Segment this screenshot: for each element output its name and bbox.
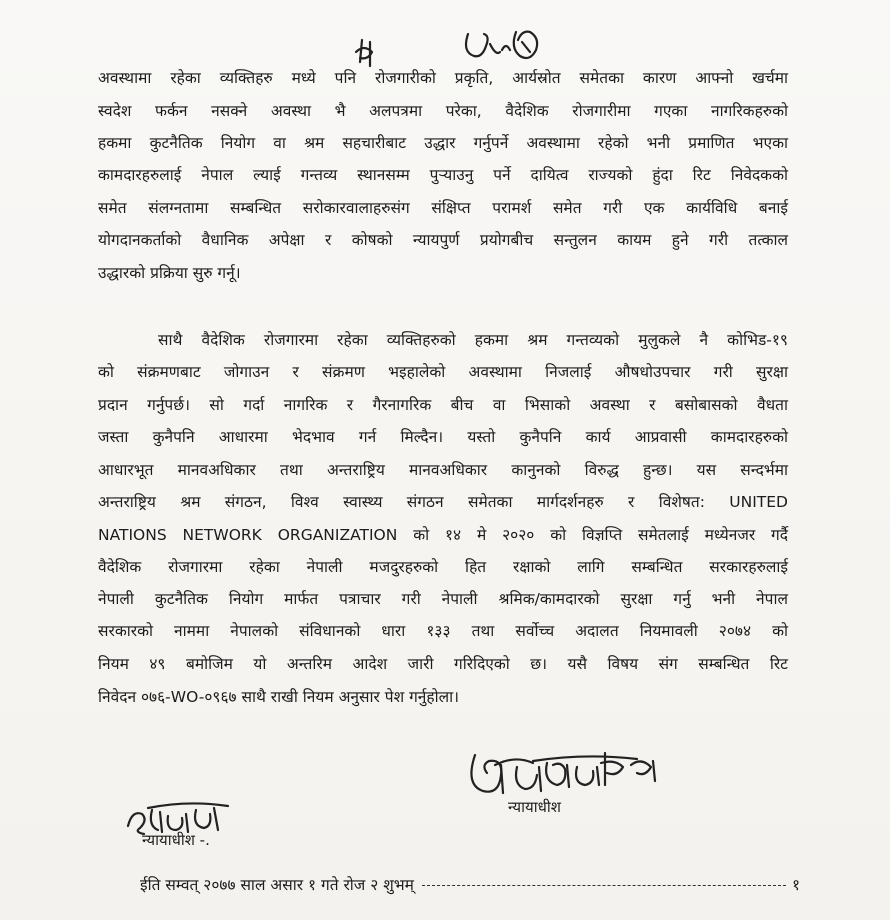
body-line-10: प्रदान गर्नुपर्छ। सो गर्दा नागरिक र गैरनागरिक बीच वा भिसाको अवस्था र बसोबासको वैधता xyxy=(98,396,788,414)
body-line-6: योगदानकर्ताको वैधानिक अपेक्षा र कोषको न्यायपुर्ण प्रयोगबीच सन्तुलन कायम हुने गरी तत्काल xyxy=(98,231,788,249)
body-line-17: सरकारको नाममा नेपालको संविधानको धारा १३३ तथा सर्वोच्च अदालत नियमावली २०७४ को xyxy=(98,622,788,640)
footer-dashed-rule xyxy=(422,885,786,886)
body-line-8: साथै वैदेशिक रोजगारमा रहेका व्यक्तिहरुको हकमा श्रम गन्तव्यको मुलुकले नै कोभिड-१९ xyxy=(158,331,788,349)
body-line-11: जस्ता कुनैपनि आधारमा भेदभाव गर्न मिल्दैन। यस्तो कुनैपनि कार्य आप्रवासी कामदारहरुको xyxy=(98,428,788,446)
body-line-12: आधारभूत मानवअधिकार तथा अन्तराष्ट्रिय मानवअधिकार कानुनको विरुद्ध हुन्छ। यस सन्दर्भमा xyxy=(98,461,788,479)
footer-date-text: ईति सम्वत् २०७७ साल असार १ गते रोज २ शुभम् xyxy=(140,876,414,894)
body-line-7: उद्धारको प्रक्रिया सुरु गर्नू। xyxy=(98,264,241,282)
body-line-19: निवेदन ०७६-WO-०९६७ साथै राखी नियम अनुसार पेश गर्नुहोला। xyxy=(98,688,460,706)
body-line-18: नियम ४९ बमोजिम यो अन्तरिम आदेश जारी गरिदिएको छ। यसै विषय संग सम्बन्धित रिट xyxy=(98,655,788,673)
left-signature-label: न्यायाधीश -. xyxy=(142,831,210,849)
body-line-15: वैदेशिक रोजगारमा रहेका नेपाली मजदुरहरुको हित रक्षाको लागि सम्बन्धित सरकारहरुलाई xyxy=(98,558,788,576)
footer-date-line xyxy=(140,873,800,895)
body-line-13: अन्तराष्ट्रिय श्रम संगठन, विश्व स्वास्थ्य संगठन समेतका मार्गदर्शनहरु र विशेषत: UNITED xyxy=(98,493,788,511)
body-line-2: स्वदेश फर्कन नसक्ने अवस्था भै अलपत्रमा परेका, वैदेशिक रोजगारीमा गएका नागरिकहरुको xyxy=(98,102,788,120)
page-number: १ xyxy=(791,876,800,894)
body-line-4: कामदारहरुलाई नेपाल ल्याई गन्तव्य स्थानसम्म पुऱ्याउनु पर्ने दायित्व राज्यको हुंदा रिट निवेदकको xyxy=(98,166,788,184)
body-line-5: समेत संलग्नतामा सम्बन्धित सरोकारवालाहरुसंग संक्षिप्त परामर्श समेत गरी एक कार्यविधि बनाई xyxy=(98,199,788,217)
body-line-1: अवस्थामा रहेका व्यक्तिहरु मध्ये पनि रोजगारीको प्रकृति, आर्यस्रोत समेतका कारण आफ्नो खर्चमा xyxy=(98,69,788,87)
right-judge-signature xyxy=(455,715,685,805)
body-line-3: हकमा कुटनैतिक नियोग वा श्रम सहचारीबाट उद्धार गर्नुपर्ने अवस्थामा रहेको भनी प्रमाणित भएका xyxy=(98,134,788,152)
body-line-16: नेपाली कुटनैतिक नियोग मार्फत पत्राचार गरी नेपाली श्रमिक/कामदारको सुरक्षा गर्नु भनी नेपाल xyxy=(98,590,788,608)
body-line-14: NATIONS NETWORK ORGANIZATION को १४ मे २०२० को विज्ञप्ति समेतलाई मध्येनजर गर्दै xyxy=(98,526,788,544)
right-signature-label: न्यायाधीश xyxy=(508,798,561,816)
body-line-9: को संक्रमणबाट जोगाउन र संक्रमण भइहालेको अवस्थामा निजलाई औषधोउपचार गरी सुरक्षा xyxy=(98,363,788,381)
